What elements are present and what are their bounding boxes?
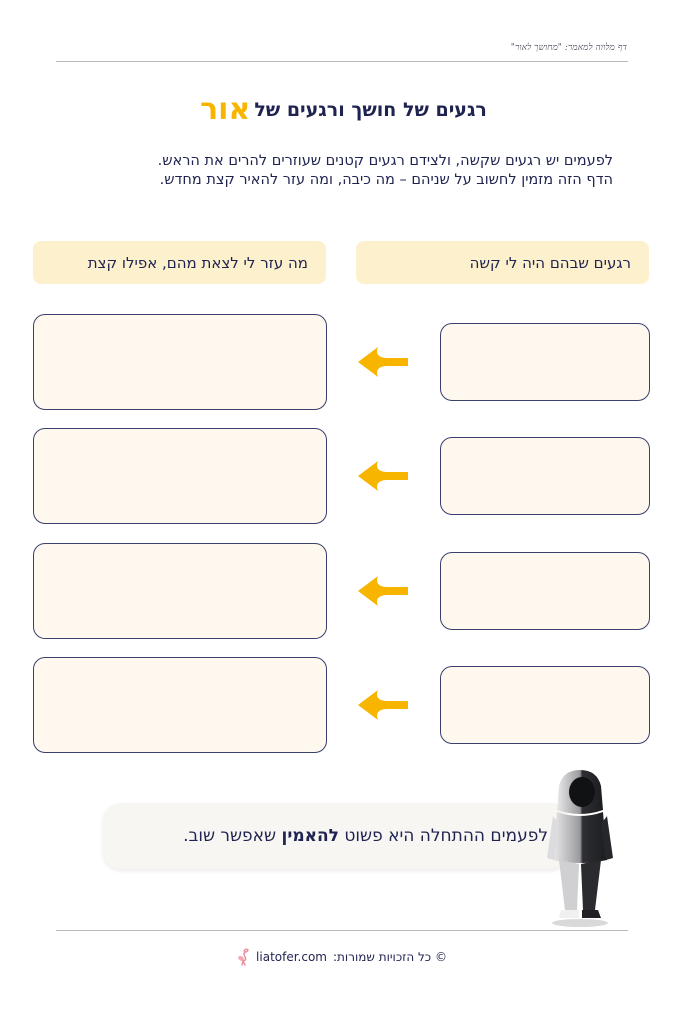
what-helped-box-4[interactable] [33, 657, 327, 753]
intro-paragraph [53, 152, 613, 190]
hard-moment-box-4[interactable] [440, 666, 650, 744]
flamingo-icon [236, 948, 250, 966]
yellow-left-arrow-icon [356, 345, 410, 379]
footer-site[interactable]: liatofer.com [256, 950, 327, 964]
hooded-figure-icon [545, 768, 615, 928]
title-text: רגעים של חושך ורגעים של [254, 99, 487, 121]
page-title [0, 92, 683, 127]
hard-moment-box-3[interactable] [440, 552, 650, 630]
column-header-hard-moments: רגעים שבהם היה לי קשה [356, 241, 649, 284]
footer-divider [56, 930, 628, 931]
column-header-what-helped: מה עזר לי לצאת מהם, אפילו קצת [33, 241, 326, 284]
yellow-left-arrow-icon [356, 459, 410, 493]
header-divider [56, 61, 628, 62]
closing-callout [103, 803, 568, 869]
what-helped-box-1[interactable] [33, 314, 327, 410]
hard-moment-box-2[interactable] [440, 437, 650, 515]
footer-rights: © כל הזכויות שמורות: [333, 950, 447, 964]
callout-text-before: לפעמים ההתחלה היא פשוט [344, 826, 548, 846]
intro-line-1: לפעמים יש רגעים שקשה, ולצידם רגעים קטנים שעוזרים להרים את הראש. [157, 153, 613, 169]
yellow-left-arrow-icon [356, 574, 410, 608]
header-text: דף מלווה למאמר: "מחושך לאור" [510, 43, 627, 53]
callout-text-after: שאפשר שוב. [183, 826, 277, 846]
title-accent-word: אור [200, 92, 251, 127]
what-helped-box-2[interactable] [33, 428, 327, 524]
intro-line-2: הדף הזה מזמין לחשוב על שניהם – מה כיבה, ומה עזר להאיר קצת מחדש. [159, 172, 613, 188]
footer [0, 948, 683, 966]
yellow-left-arrow-icon [356, 688, 410, 722]
what-helped-box-3[interactable] [33, 543, 327, 639]
hard-moment-box-1[interactable] [440, 323, 650, 401]
callout-bold-word: להאמין [281, 826, 339, 846]
